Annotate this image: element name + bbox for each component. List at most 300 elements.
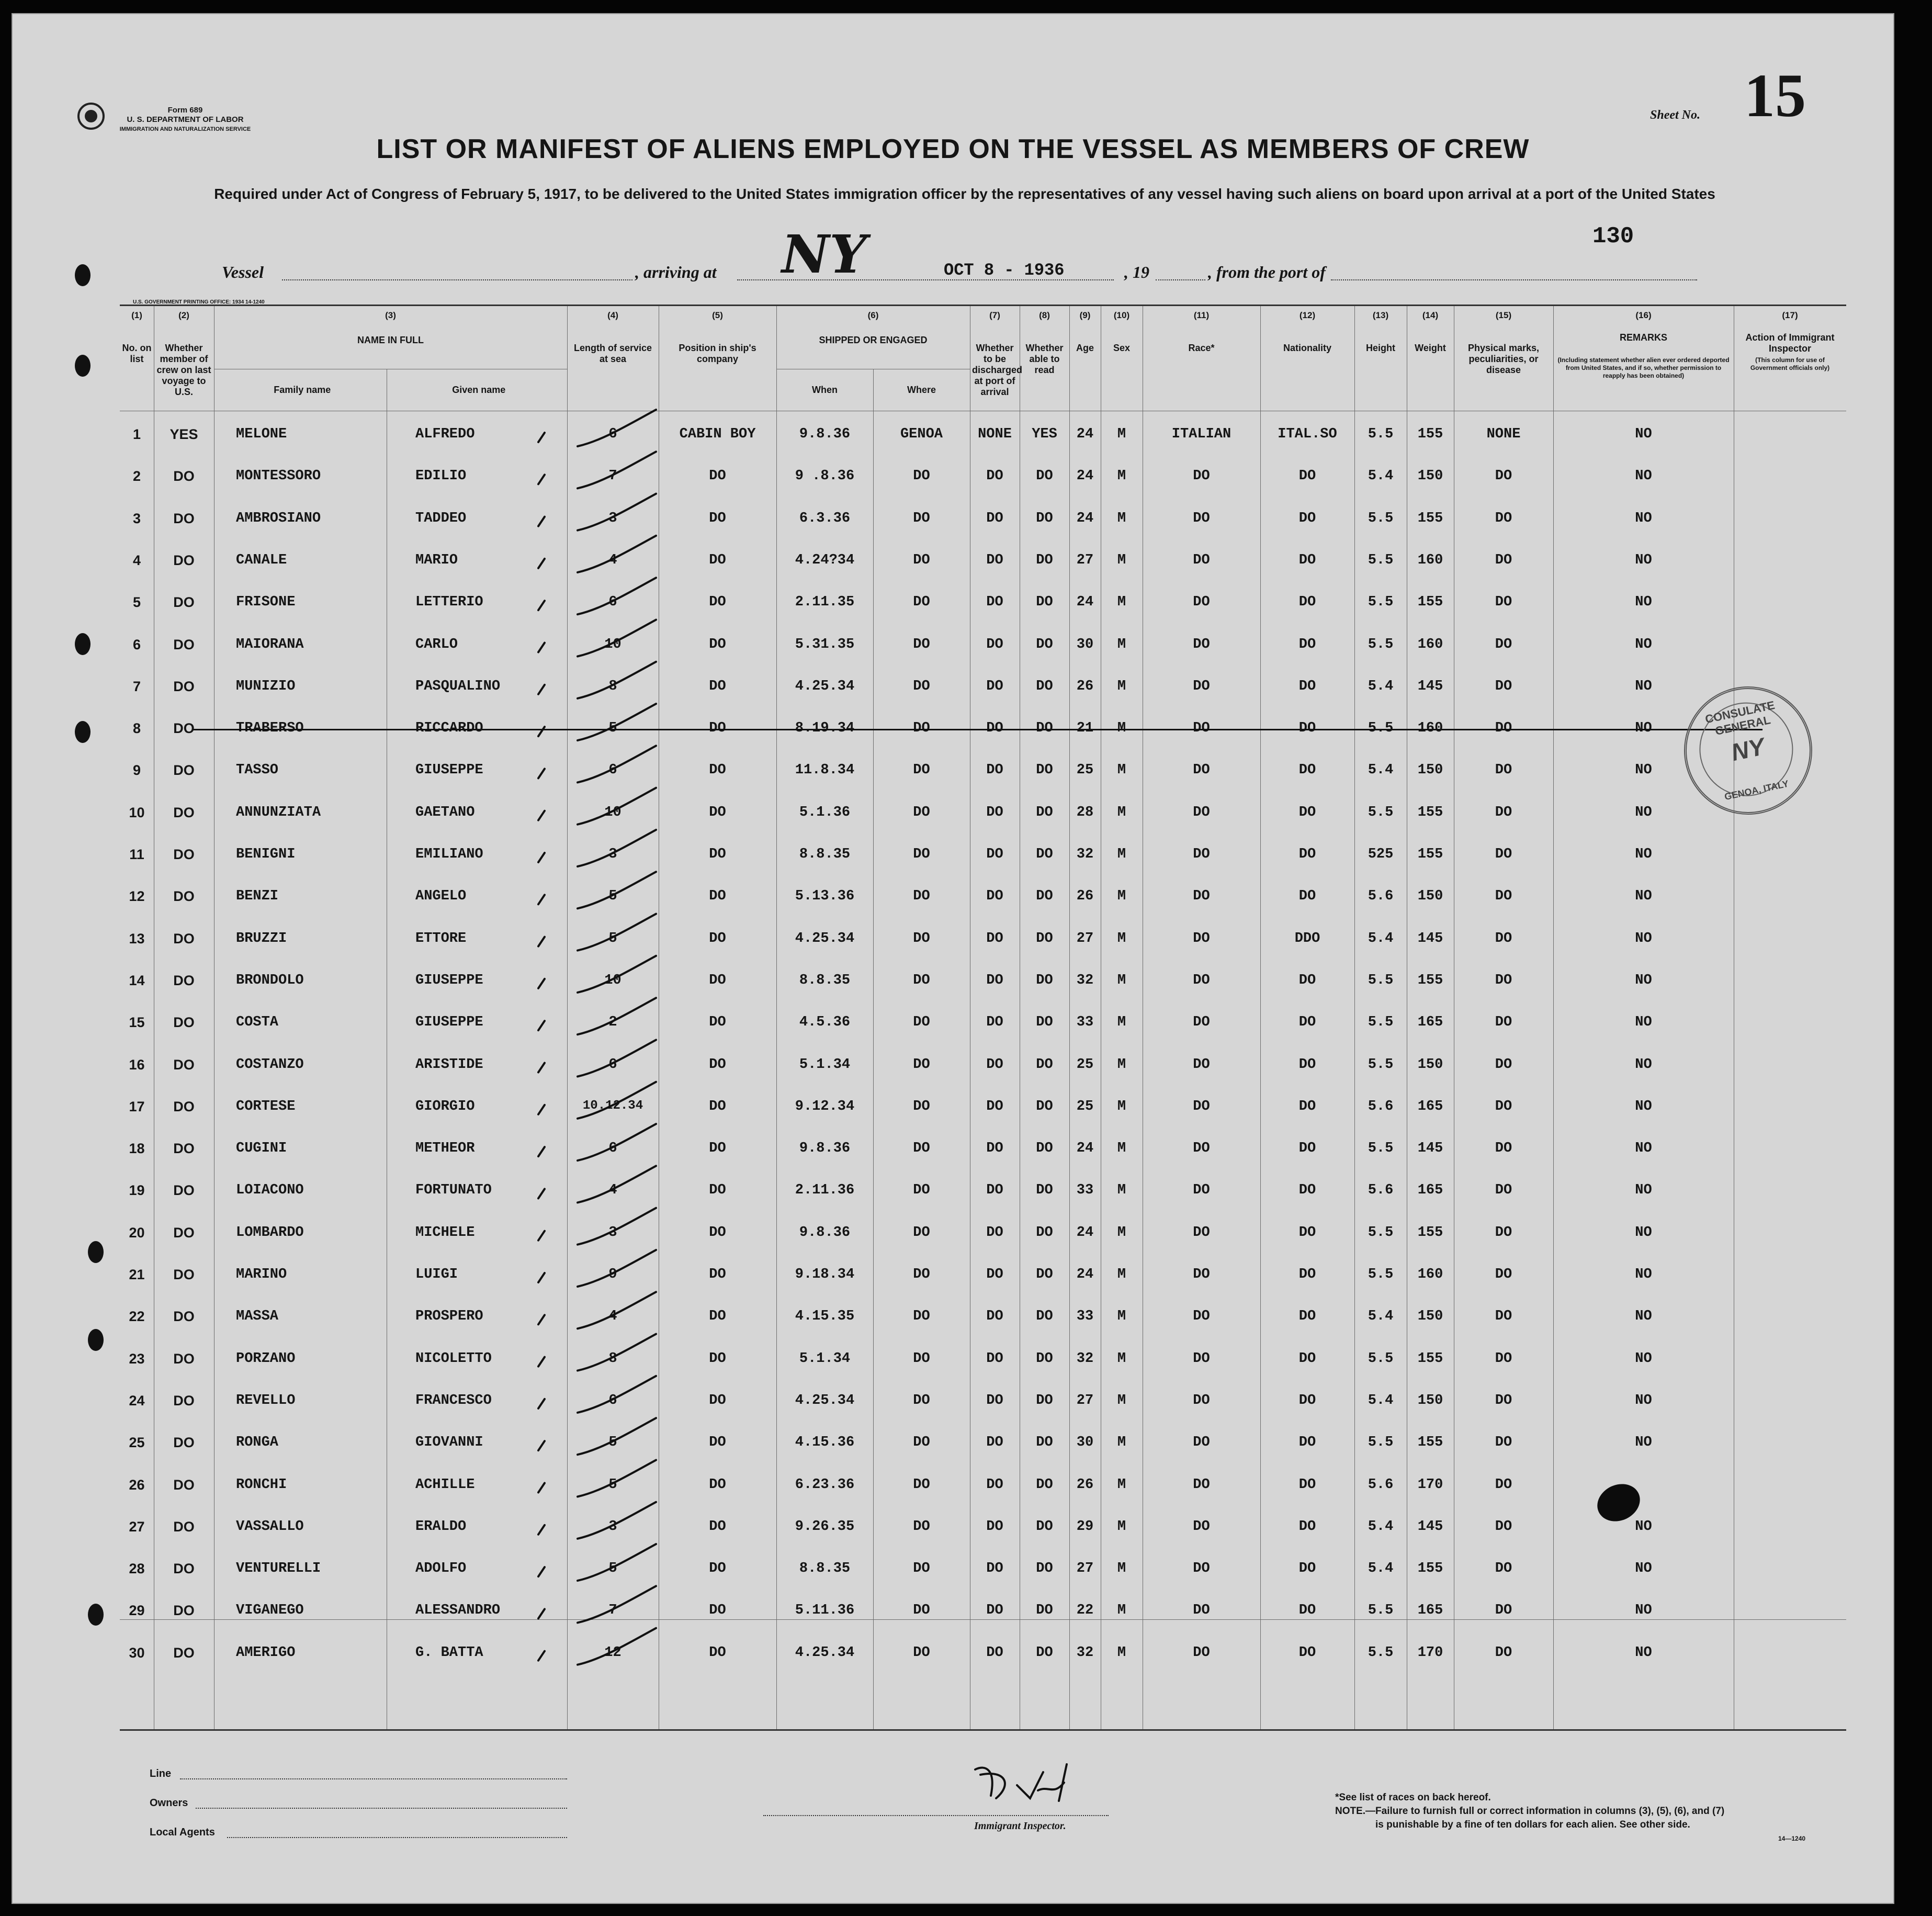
cell-read: DO (1036, 1477, 1053, 1493)
cell-position: DO (709, 1561, 726, 1577)
cell-nationality: DO (1298, 720, 1316, 737)
cell-read: DO (1036, 720, 1053, 737)
cell-when: 8.8.35 (799, 847, 851, 862)
cell-discharged: DO (986, 762, 1003, 779)
inspector-signature-line (763, 1815, 1109, 1816)
check-slash (538, 853, 545, 862)
cell-height: 5.5 (1368, 720, 1394, 737)
cell-given: GIUSEPPE (415, 972, 483, 988)
cell-service: 3 (608, 847, 617, 862)
cell-discharged: DO (986, 888, 1003, 905)
cell-given: GIUSEPPE (415, 1015, 483, 1031)
cell-no: 13 (129, 930, 145, 946)
cell-given: GAETANO (415, 804, 475, 820)
cell-marks: DO (1495, 1477, 1512, 1493)
cell-no: 10 (129, 804, 145, 820)
cell-family: BRONDOLO (236, 972, 304, 988)
cell-where: DO (913, 720, 930, 737)
service-tick-marks (120, 306, 1846, 1729)
cell-no: 28 (129, 1561, 145, 1577)
cell-sex: M (1117, 1644, 1126, 1661)
cell-height: 5.6 (1368, 1182, 1394, 1199)
cell-discharged: DO (986, 678, 1003, 694)
cell-sex: M (1117, 1098, 1126, 1114)
cell-remarks: NO (1635, 1224, 1652, 1241)
column-header: Sex (1113, 343, 1131, 353)
cell-marks: DO (1495, 1350, 1512, 1367)
vessel-label: Vessel (222, 263, 264, 281)
cell-sex: M (1117, 847, 1126, 862)
cell-where: DO (913, 762, 930, 779)
cell-nationality: DO (1298, 1015, 1316, 1031)
cell-height: 5.6 (1368, 888, 1394, 905)
cell-read: DO (1036, 1603, 1053, 1619)
cell-discharged: DO (986, 847, 1003, 862)
cell-age: 32 (1076, 1350, 1094, 1367)
cell-where: DO (913, 1224, 930, 1241)
cell-height: 5.5 (1368, 594, 1394, 611)
cell-member: DO (173, 510, 195, 526)
column-note: (Including statement whether alien ever ordered deported from United States, and if so, whether permission to reapply has been obtained) (1557, 356, 1730, 379)
cell-when: 2.11.36 (795, 1182, 855, 1199)
cell-read: DO (1036, 1644, 1053, 1661)
cell-height: 5.4 (1368, 762, 1394, 779)
cell-position: DO (709, 1603, 726, 1619)
cell-where: DO (913, 847, 930, 862)
check-slash (538, 1567, 545, 1576)
cell-where: DO (913, 1267, 930, 1282)
cell-family: MUNIZIO (236, 678, 296, 694)
cell-nationality: DO (1298, 1644, 1316, 1661)
cell-nationality: DO (1298, 1056, 1316, 1073)
cell-remarks: NO (1635, 1309, 1652, 1325)
cell-position: DO (709, 1477, 726, 1493)
cell-member: DO (173, 1350, 195, 1367)
cell-family: MELONE (236, 426, 287, 442)
column-number: (4) (607, 310, 618, 320)
cell-service: 6 (608, 762, 617, 779)
cell-remarks: NO (1635, 972, 1652, 988)
punch-hole (75, 264, 91, 286)
cell-read: DO (1036, 847, 1053, 862)
cell-height: 5.6 (1368, 1477, 1394, 1493)
cell-no: 3 (132, 510, 141, 526)
cell-age: 22 (1076, 1603, 1094, 1619)
check-slash (538, 475, 545, 484)
cell-no: 16 (129, 1056, 145, 1073)
cell-given: G. BATTA (415, 1644, 483, 1661)
form-code: 14—1240 (1778, 1835, 1806, 1842)
cell-marks: DO (1495, 594, 1512, 611)
cell-race: DO (1193, 847, 1210, 862)
cell-given: ERALDO (415, 1518, 467, 1535)
cell-discharged: DO (986, 930, 1003, 946)
tick-mark (578, 1292, 656, 1328)
cell-family: TASSO (236, 762, 279, 779)
cell-service: 12 (604, 1644, 622, 1661)
cell-sex: M (1117, 1141, 1126, 1157)
column-number: (2) (178, 310, 189, 320)
cell-family: RONCHI (236, 1477, 287, 1493)
cell-height: 525 (1368, 847, 1394, 862)
cell-read: DO (1036, 1392, 1053, 1408)
column-header: Nationality (1283, 343, 1331, 353)
check-slash (538, 895, 545, 904)
cell-sex: M (1117, 720, 1126, 737)
cell-marks: DO (1495, 1603, 1512, 1619)
sheet-number-label: Sheet No. (1650, 108, 1700, 122)
cell-read: DO (1036, 1015, 1053, 1031)
cell-no: 12 (129, 888, 145, 905)
cell-given: LUIGI (415, 1267, 458, 1282)
column-header: Physical marks, peculiarities, or disease (1467, 343, 1540, 375)
cell-height: 5.5 (1368, 1603, 1394, 1619)
cell-read: DO (1036, 804, 1053, 820)
cell-member: DO (173, 1603, 195, 1619)
column-header: Whether to be discharged at port of arrival (972, 343, 1023, 397)
cell-read: YES (1032, 426, 1057, 442)
cell-weight: 150 (1417, 468, 1443, 484)
column-header: SHIPPED OR ENGAGED (819, 335, 928, 345)
fine-note-line-1: NOTE.—Failure to furnish full or correct information in columns (3), (5), (6), and (7) (1335, 1806, 1725, 1817)
check-slash (538, 601, 545, 610)
cell-read: DO (1036, 1267, 1053, 1282)
cell-read: DO (1036, 1561, 1053, 1577)
column-subheader: Given name (452, 385, 506, 395)
cell-no: 15 (129, 1015, 145, 1031)
cell-position: DO (709, 1518, 726, 1535)
cell-family: VIGANEGO (236, 1603, 304, 1619)
cell-when: 9.8.36 (799, 426, 851, 442)
cell-position: DO (709, 678, 726, 694)
cell-where: DO (913, 1182, 930, 1199)
cell-nationality: DO (1298, 847, 1316, 862)
cell-where: DO (913, 1309, 930, 1325)
cell-when: 5.13.36 (795, 888, 855, 905)
cell-given: LETTERIO (415, 594, 483, 611)
tick-mark (578, 830, 656, 866)
cell-position: DO (709, 1309, 726, 1325)
cell-discharged: DO (986, 1182, 1003, 1199)
cell-remarks: NO (1635, 1141, 1652, 1157)
cell-given: PASQUALINO (415, 678, 501, 694)
cell-read: DO (1036, 888, 1053, 905)
cell-weight: 160 (1417, 1267, 1443, 1282)
cell-marks: DO (1495, 1518, 1512, 1535)
cell-where: DO (913, 1518, 930, 1535)
cell-position: DO (709, 888, 726, 905)
year-blank (1156, 279, 1205, 280)
cell-where: DO (913, 930, 930, 946)
cell-marks: DO (1495, 1309, 1512, 1325)
cell-when: 9.8.36 (799, 1141, 851, 1157)
cell-service: 4 (608, 1309, 617, 1325)
cell-read: DO (1036, 1224, 1053, 1241)
cell-read: DO (1036, 930, 1053, 946)
cell-nationality: DO (1298, 1267, 1316, 1282)
cell-read: DO (1036, 1435, 1053, 1451)
cell-sex: M (1117, 1392, 1126, 1408)
form-number: Form 689 (167, 106, 203, 115)
cell-weight: 150 (1417, 1392, 1443, 1408)
cell-remarks: NO (1635, 1644, 1652, 1661)
cell-weight: 145 (1417, 678, 1443, 694)
tick-mark (578, 1166, 656, 1202)
cell-sex: M (1117, 762, 1126, 779)
cell-member: DO (173, 1477, 195, 1493)
tick-mark (578, 746, 656, 782)
cell-remarks: NO (1635, 1603, 1652, 1619)
cell-position: DO (709, 594, 726, 611)
cell-height: 5.5 (1368, 1224, 1394, 1241)
cell-family: MONTESSORO (236, 468, 321, 484)
cell-no: 17 (129, 1098, 145, 1114)
cell-age: 33 (1076, 1309, 1094, 1325)
cell-family: BENIGNI (236, 847, 296, 862)
cell-discharged: DO (986, 1392, 1003, 1408)
cell-when: 2.11.35 (795, 594, 855, 611)
cell-discharged: DO (986, 594, 1003, 611)
cell-where: DO (913, 1603, 930, 1619)
cell-given: RICCARDO (415, 720, 483, 737)
cell-weight: 145 (1417, 1141, 1443, 1157)
cell-given: ANGELO (415, 888, 467, 905)
cell-no: 27 (129, 1518, 145, 1535)
cell-remarks: NO (1635, 1561, 1652, 1577)
cell-given: NICOLETTO (415, 1350, 492, 1367)
cell-race: DO (1193, 1603, 1210, 1619)
serial-number: 130 (1592, 223, 1634, 250)
cell-member: DO (173, 552, 195, 568)
column-number: (11) (1193, 310, 1210, 320)
cell-nationality: DO (1298, 1603, 1316, 1619)
column-header: Race* (1188, 343, 1215, 353)
cell-nationality: DO (1298, 1141, 1316, 1157)
cell-race: DO (1193, 510, 1210, 526)
local-agents-label: Local Agents (150, 1827, 215, 1838)
cell-nationality: ITAL.SO (1278, 426, 1337, 442)
cell-race: DO (1193, 1518, 1210, 1535)
cell-member: DO (173, 1098, 195, 1114)
cell-family: LOIACONO (236, 1182, 304, 1199)
cell-remarks: NO (1635, 762, 1652, 779)
cell-age: 24 (1076, 1141, 1094, 1157)
cell-height: 5.5 (1368, 804, 1394, 820)
cell-nationality: DO (1298, 552, 1316, 568)
cell-when: 4.25.34 (795, 1392, 855, 1408)
cell-where: DO (913, 1435, 930, 1451)
cell-sex: M (1117, 972, 1126, 988)
cell-family: AMBROSIANO (236, 510, 321, 526)
cell-nationality: DO (1298, 1561, 1316, 1577)
cell-remarks: NO (1635, 678, 1652, 694)
year-label: , 19 (1124, 263, 1149, 281)
tick-mark (578, 704, 656, 740)
cell-marks: DO (1495, 1392, 1512, 1408)
cell-when: 4.24?34 (795, 552, 855, 568)
cell-family: BRUZZI (236, 930, 287, 946)
cell-read: DO (1036, 468, 1053, 484)
cell-member: DO (173, 678, 195, 694)
cell-no: 14 (129, 972, 145, 988)
column-header: Weight (1415, 343, 1446, 353)
cell-weight: 155 (1417, 1435, 1443, 1451)
cell-family: PORZANO (236, 1350, 296, 1367)
tick-mark (578, 998, 656, 1034)
cell-race: DO (1193, 1224, 1210, 1241)
cell-no: 8 (132, 720, 141, 737)
cell-sex: M (1117, 804, 1126, 820)
cell-discharged: DO (986, 1267, 1003, 1282)
cell-member: DO (173, 1518, 195, 1535)
cell-member: DO (173, 972, 195, 988)
cell-sex: M (1117, 1435, 1126, 1451)
cell-family: CORTESE (236, 1098, 296, 1114)
cell-nationality: DO (1298, 1435, 1316, 1451)
check-slash (538, 1315, 545, 1324)
cell-race: DO (1193, 678, 1210, 694)
cell-service: 10 (604, 636, 622, 652)
cell-position: DO (709, 1182, 726, 1199)
cell-age: 24 (1076, 468, 1094, 484)
cell-service: 5 (608, 1477, 617, 1493)
cell-weight: 155 (1417, 972, 1443, 988)
cell-when: 11.8.34 (795, 762, 855, 779)
cell-position: DO (709, 1015, 726, 1031)
cell-remarks: NO (1635, 1182, 1652, 1199)
column-header: NAME IN FULL (357, 335, 424, 345)
cell-discharged: DO (986, 1518, 1003, 1535)
cell-position: DO (709, 552, 726, 568)
cell-sex: M (1117, 1561, 1126, 1577)
cell-marks: DO (1495, 636, 1512, 652)
cell-no: 2 (132, 468, 141, 484)
cell-discharged: NONE (978, 426, 1012, 442)
column-header: REMARKS (1619, 332, 1667, 343)
cell-weight: 155 (1417, 594, 1443, 611)
check-slash (538, 1147, 545, 1156)
cell-when: 4.25.34 (795, 930, 855, 946)
cell-race: DO (1193, 636, 1210, 652)
cell-height: 5.4 (1368, 1561, 1394, 1577)
page-subtitle: Required under Act of Congress of February 5, 1917, to be delivered to the United States immigration officer by the representatives of any vessel having such aliens on board upon arrival at a port of the United States (214, 186, 1715, 202)
cell-family: VENTURELLI (236, 1561, 321, 1577)
column-header: Position in ship's company (679, 343, 756, 364)
cell-service: 6 (608, 1392, 617, 1408)
cell-age: 33 (1076, 1182, 1094, 1199)
cell-weight: 145 (1417, 1518, 1443, 1535)
cell-weight: 155 (1417, 510, 1443, 526)
cell-member: DO (173, 1267, 195, 1282)
owners-label: Owners (150, 1797, 188, 1809)
cell-age: 26 (1076, 888, 1094, 905)
tick-mark (578, 1586, 656, 1622)
cell-race: DO (1193, 1267, 1210, 1282)
check-slash (538, 559, 545, 568)
cell-age: 25 (1076, 1098, 1094, 1114)
cell-given: ALESSANDRO (415, 1603, 501, 1619)
cell-discharged: DO (986, 720, 1003, 737)
stamp-text: CONSULATE GENERAL (1704, 698, 1776, 738)
cell-discharged: DO (986, 1561, 1003, 1577)
cell-member: DO (173, 1392, 195, 1408)
cell-remarks: NO (1635, 594, 1652, 611)
cell-position: DO (709, 636, 726, 652)
cell-when: 5.1.34 (799, 1056, 851, 1073)
cell-nationality: DO (1298, 804, 1316, 820)
cell-when: 4.25.34 (795, 1644, 855, 1661)
cell-remarks: NO (1635, 888, 1652, 905)
cell-position: DO (709, 1098, 726, 1114)
cell-read: DO (1036, 1098, 1053, 1114)
punch-hole (88, 1329, 104, 1351)
column-number: (14) (1422, 310, 1439, 320)
cell-when: 5.1.36 (799, 804, 851, 820)
cell-member: DO (173, 847, 195, 862)
tick-mark (578, 410, 656, 446)
cell-height: 5.4 (1368, 1518, 1394, 1535)
column-number: (9) (1079, 310, 1091, 320)
cell-member: DO (173, 1644, 195, 1661)
cell-read: DO (1036, 594, 1053, 611)
tick-mark (578, 662, 656, 698)
cell-remarks: NO (1635, 1015, 1652, 1031)
column-number: (10) (1113, 310, 1130, 320)
column-header: Whether member of crew on last voyage to U.S. (156, 343, 211, 397)
vessel-blank (282, 279, 632, 280)
cell-discharged: DO (986, 804, 1003, 820)
cell-sex: M (1117, 1224, 1126, 1241)
line-label: Line (150, 1768, 172, 1779)
cell-when: 9.18.34 (795, 1267, 855, 1282)
cell-family: MAIORANA (236, 636, 304, 652)
cell-service: 5 (608, 888, 617, 905)
check-slash (538, 1525, 545, 1535)
cell-remarks: NO (1635, 1098, 1652, 1114)
cell-read: DO (1036, 552, 1053, 568)
cell-position: DO (709, 930, 726, 946)
cell-position: DO (709, 510, 726, 526)
cell-race: DO (1193, 1392, 1210, 1408)
department-name: U. S. DEPARTMENT OF LABOR (127, 115, 244, 124)
column-note: (This column for use of Government officials only) (1750, 356, 1830, 371)
cell-no: 18 (129, 1141, 145, 1157)
cell-sex: M (1117, 1309, 1126, 1325)
cell-discharged: DO (986, 1350, 1003, 1367)
cell-discharged: DO (986, 972, 1003, 988)
cell-service: 5 (608, 1435, 617, 1451)
cell-service: 4 (608, 552, 617, 568)
check-slash (538, 769, 545, 778)
cell-race: DO (1193, 1350, 1210, 1367)
cell-position: DO (709, 720, 726, 737)
cell-marks: DO (1495, 468, 1512, 484)
cell-sex: M (1117, 468, 1126, 484)
cell-position: DO (709, 1141, 726, 1157)
tick-mark (578, 1250, 656, 1287)
punch-hole (75, 355, 91, 377)
cell-height: 5.5 (1368, 426, 1394, 442)
tick-mark (578, 536, 656, 572)
cell-no: 24 (129, 1392, 145, 1408)
cell-when: 6.3.36 (799, 510, 851, 526)
cell-member: DO (173, 888, 195, 905)
cell-no: 30 (129, 1644, 145, 1661)
cell-race: DO (1193, 594, 1210, 611)
form-header (99, 106, 272, 134)
cell-when: 4.15.35 (795, 1309, 855, 1325)
cell-weight: 170 (1417, 1644, 1443, 1661)
